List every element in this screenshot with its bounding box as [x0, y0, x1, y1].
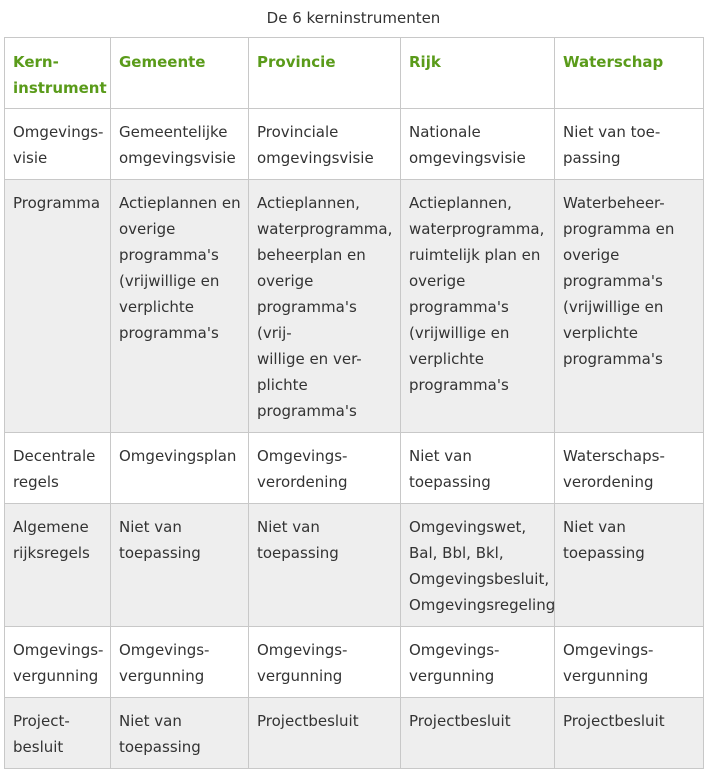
table-cell: Waterschaps- verordening — [555, 433, 704, 504]
table-cell: Omgevings- vergunning — [249, 627, 401, 698]
table-cell: Omgevings- vergunning — [401, 627, 555, 698]
table-cell: Nationale omgevingsvisie — [401, 109, 555, 180]
table-cell: Omgevingswet, Bal, Bbl, Bkl, Omgevingsbesluit, Omgevingsregeling — [401, 504, 555, 627]
table-row-omgevingsvisie — [5, 109, 704, 180]
table-cell: Programma — [5, 180, 111, 433]
table-cell: Algemene rijksregels — [5, 504, 111, 627]
table-caption: De 6 kerninstrumenten — [266, 9, 441, 27]
table-cell: Niet van toepassing — [401, 433, 555, 504]
table-cell: Projectbesluit — [555, 698, 704, 769]
header-kerninstrument: Kern- instrument — [5, 38, 111, 109]
table-cell: Waterbeheer- programma en overige programma's (vrijwillige en verplichte programma's — [555, 180, 704, 433]
table-cell: Gemeentelijke omgevingsvisie — [111, 109, 249, 180]
table-cell: Omgevings- vergunning — [111, 627, 249, 698]
table-cell: Project- besluit — [5, 698, 111, 769]
table-cell: Omgevings- vergunning — [5, 627, 111, 698]
table-cell: Niet van toepassing — [111, 504, 249, 627]
table-cell: Niet van toepassing — [555, 504, 704, 627]
table-cell: Omgevingsplan — [111, 433, 249, 504]
table-cell: Actieplannen, waterprogramma, beheerplan en overige programma's (vrij- willige en ver- plichte programma's — [249, 180, 401, 433]
table-cell: Omgevings- verordening — [249, 433, 401, 504]
kerninstrumenten-table — [4, 37, 704, 769]
table-cell: Omgevings- visie — [5, 109, 111, 180]
table-header-row — [5, 38, 704, 109]
table-cell: Omgevings- vergunning — [555, 627, 704, 698]
header-provincie: Provincie — [249, 38, 401, 109]
table-row-algemene-rijksregels — [5, 504, 704, 627]
table-cell: Decentrale regels — [5, 433, 111, 504]
table-cell: Niet van toe- passing — [555, 109, 704, 180]
table-row-projectbesluit — [5, 698, 704, 769]
table-cell: Niet van toepassing — [111, 698, 249, 769]
table-cell: Actieplannen en overige programma's (vrijwillige en verplichte programma's — [111, 180, 249, 433]
table-cell: Projectbesluit — [249, 698, 401, 769]
table-cell: Projectbesluit — [401, 698, 555, 769]
table-row-decentrale-regels — [5, 433, 704, 504]
header-gemeente: Gemeente — [111, 38, 249, 109]
table-cell: Actieplannen, waterprogramma, ruimtelijk plan en overige programma's (vrijwillige en verplichte programma's — [401, 180, 555, 433]
table-cell: Niet van toepassing — [249, 504, 401, 627]
table-row-omgevingsvergunning — [5, 627, 704, 698]
table-row-programma — [5, 180, 704, 433]
table-cell: Provinciale omgevingsvisie — [249, 109, 401, 180]
header-rijk: Rijk — [401, 38, 555, 109]
header-waterschap: Waterschap — [555, 38, 704, 109]
